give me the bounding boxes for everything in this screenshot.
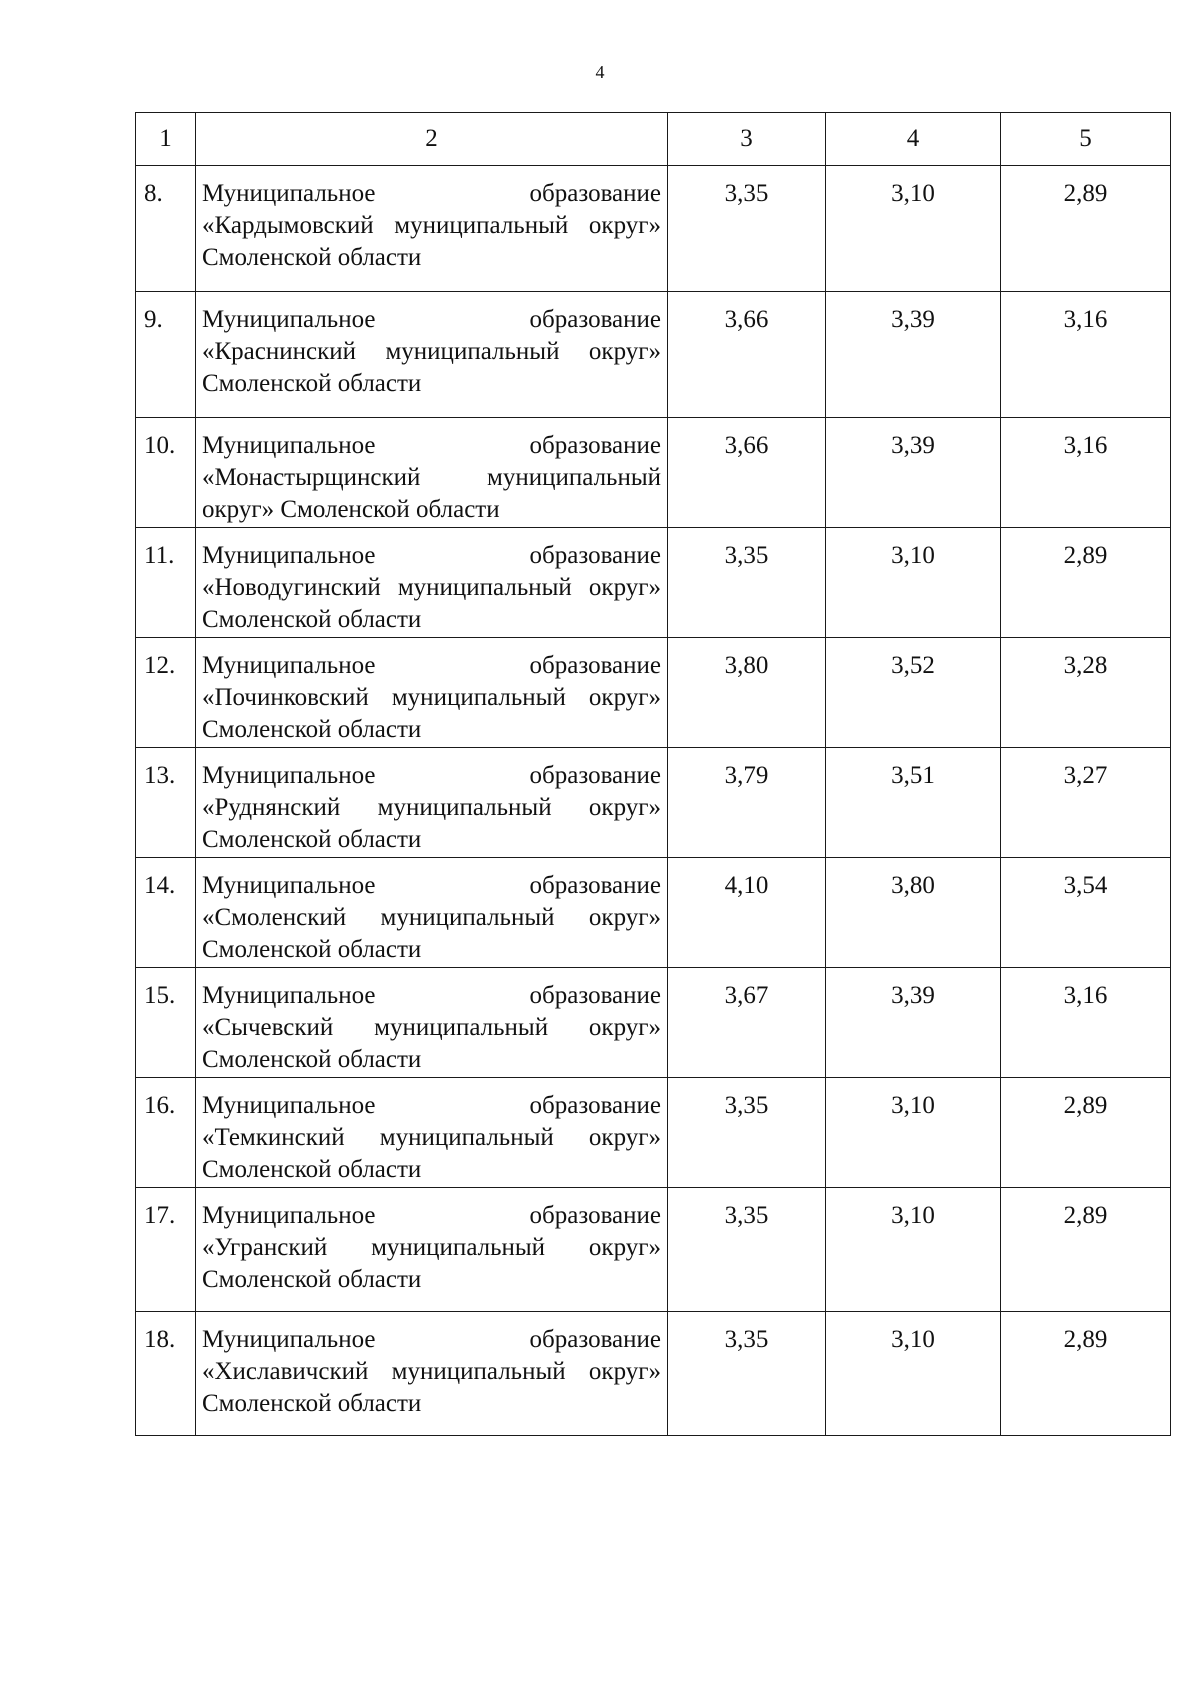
value-col-4: 3,51 [826, 748, 1001, 858]
value-col-4: 3,10 [826, 1188, 1001, 1312]
table-row [136, 638, 1171, 748]
page-number: 4 [595, 62, 605, 82]
value-col-4: 3,80 [826, 858, 1001, 968]
municipality-name [196, 858, 668, 968]
value-col-3: 3,66 [668, 292, 826, 418]
value-col-4: 3,39 [826, 968, 1001, 1078]
header-cell-5: 5 [1001, 113, 1171, 166]
municipality-name-first-line: Муниципальное образование [202, 1326, 661, 1353]
table-row [136, 418, 1171, 528]
municipality-name-rest: «Хиславичский муниципальный округ» Смоленской области [202, 1358, 661, 1417]
header-cell-4: 4 [826, 113, 1001, 166]
value-col-4: 3,10 [826, 1078, 1001, 1188]
municipality-name-first-line: Муниципальное образование [202, 762, 661, 789]
municipality-name-first-line: Муниципальное образование [202, 306, 661, 333]
table-row [136, 528, 1171, 638]
municipality-name [196, 968, 668, 1078]
municipality-name [196, 292, 668, 418]
value-col-3: 3,35 [668, 1312, 826, 1436]
table-row [136, 292, 1171, 418]
table-row [136, 1312, 1171, 1436]
municipality-name [196, 748, 668, 858]
municipality-name-rest: «Темкинский муниципальный округ» Смоленской области [202, 1124, 661, 1183]
header-row [136, 113, 1171, 166]
municipality-name-rest: «Краснинский муниципальный округ» Смоленской области [202, 338, 661, 397]
municipality-name-rest: «Монастырщинский муниципальный округ» Смоленской области [202, 464, 661, 523]
municipality-name-first-line: Муниципальное образование [202, 652, 661, 679]
municipality-name-rest: «Сычевский муниципальный округ» Смоленской области [202, 1014, 661, 1073]
value-col-5: 2,89 [1001, 528, 1171, 638]
value-col-5: 3,16 [1001, 292, 1171, 418]
value-col-5: 2,89 [1001, 1078, 1171, 1188]
row-number: 8. [136, 166, 196, 292]
value-col-3: 3,35 [668, 528, 826, 638]
municipality-name-rest: «Починковский муниципальный округ» Смоленской области [202, 684, 661, 743]
table-row [136, 1078, 1171, 1188]
municipality-name-rest: «Новодугинский муниципальный округ» Смоленской области [202, 574, 661, 633]
row-number: 15. [136, 968, 196, 1078]
value-col-5: 3,16 [1001, 418, 1171, 528]
municipality-name-first-line: Муниципальное образование [202, 982, 661, 1009]
table-row [136, 748, 1171, 858]
municipality-name [196, 528, 668, 638]
municipality-name-first-line: Муниципальное образование [202, 1202, 661, 1229]
table-row [136, 1188, 1171, 1312]
municipality-name-first-line: Муниципальное образование [202, 432, 661, 459]
value-col-5: 3,54 [1001, 858, 1171, 968]
table-body [136, 113, 1171, 1436]
municipality-name-rest: «Смоленский муниципальный округ» Смоленской области [202, 904, 661, 963]
row-number: 11. [136, 528, 196, 638]
value-col-5: 3,28 [1001, 638, 1171, 748]
row-number: 18. [136, 1312, 196, 1436]
row-number: 9. [136, 292, 196, 418]
municipality-name-rest: «Угранский муниципальный округ» Смоленской области [202, 1234, 661, 1293]
value-col-4: 3,39 [826, 418, 1001, 528]
value-col-5: 2,89 [1001, 166, 1171, 292]
header-cell-2: 2 [196, 113, 668, 166]
municipality-name [196, 166, 668, 292]
municipality-name-rest: «Руднянский муниципальный округ» Смоленской области [202, 794, 661, 853]
municipality-name [196, 1188, 668, 1312]
row-number: 14. [136, 858, 196, 968]
table-row [136, 166, 1171, 292]
value-col-3: 3,35 [668, 166, 826, 292]
value-col-4: 3,10 [826, 166, 1001, 292]
municipality-name [196, 1312, 668, 1436]
municipality-name-first-line: Муниципальное образование [202, 872, 661, 899]
value-col-5: 3,27 [1001, 748, 1171, 858]
municipality-name-first-line: Муниципальное образование [202, 180, 661, 207]
value-col-4: 3,39 [826, 292, 1001, 418]
row-number: 13. [136, 748, 196, 858]
value-col-3: 3,66 [668, 418, 826, 528]
municipality-name-rest: «Кардымовский муниципальный округ» Смоленской области [202, 212, 661, 271]
value-col-3: 3,35 [668, 1078, 826, 1188]
table-row [136, 858, 1171, 968]
value-col-4: 3,10 [826, 528, 1001, 638]
header-cell-3: 3 [668, 113, 826, 166]
value-col-3: 3,67 [668, 968, 826, 1078]
value-col-3: 3,80 [668, 638, 826, 748]
table-row [136, 968, 1171, 1078]
data-table [135, 112, 1171, 1436]
value-col-5: 2,89 [1001, 1312, 1171, 1436]
municipality-name [196, 418, 668, 528]
value-col-4: 3,10 [826, 1312, 1001, 1436]
value-col-3: 4,10 [668, 858, 826, 968]
municipality-name-first-line: Муниципальное образование [202, 542, 661, 569]
value-col-4: 3,52 [826, 638, 1001, 748]
row-number: 17. [136, 1188, 196, 1312]
value-col-5: 2,89 [1001, 1188, 1171, 1312]
header-cell-1: 1 [136, 113, 196, 166]
municipality-name [196, 638, 668, 748]
municipality-name-first-line: Муниципальное образование [202, 1092, 661, 1119]
row-number: 10. [136, 418, 196, 528]
municipality-name [196, 1078, 668, 1188]
value-col-3: 3,79 [668, 748, 826, 858]
row-number: 16. [136, 1078, 196, 1188]
row-number: 12. [136, 638, 196, 748]
value-col-5: 3,16 [1001, 968, 1171, 1078]
value-col-3: 3,35 [668, 1188, 826, 1312]
